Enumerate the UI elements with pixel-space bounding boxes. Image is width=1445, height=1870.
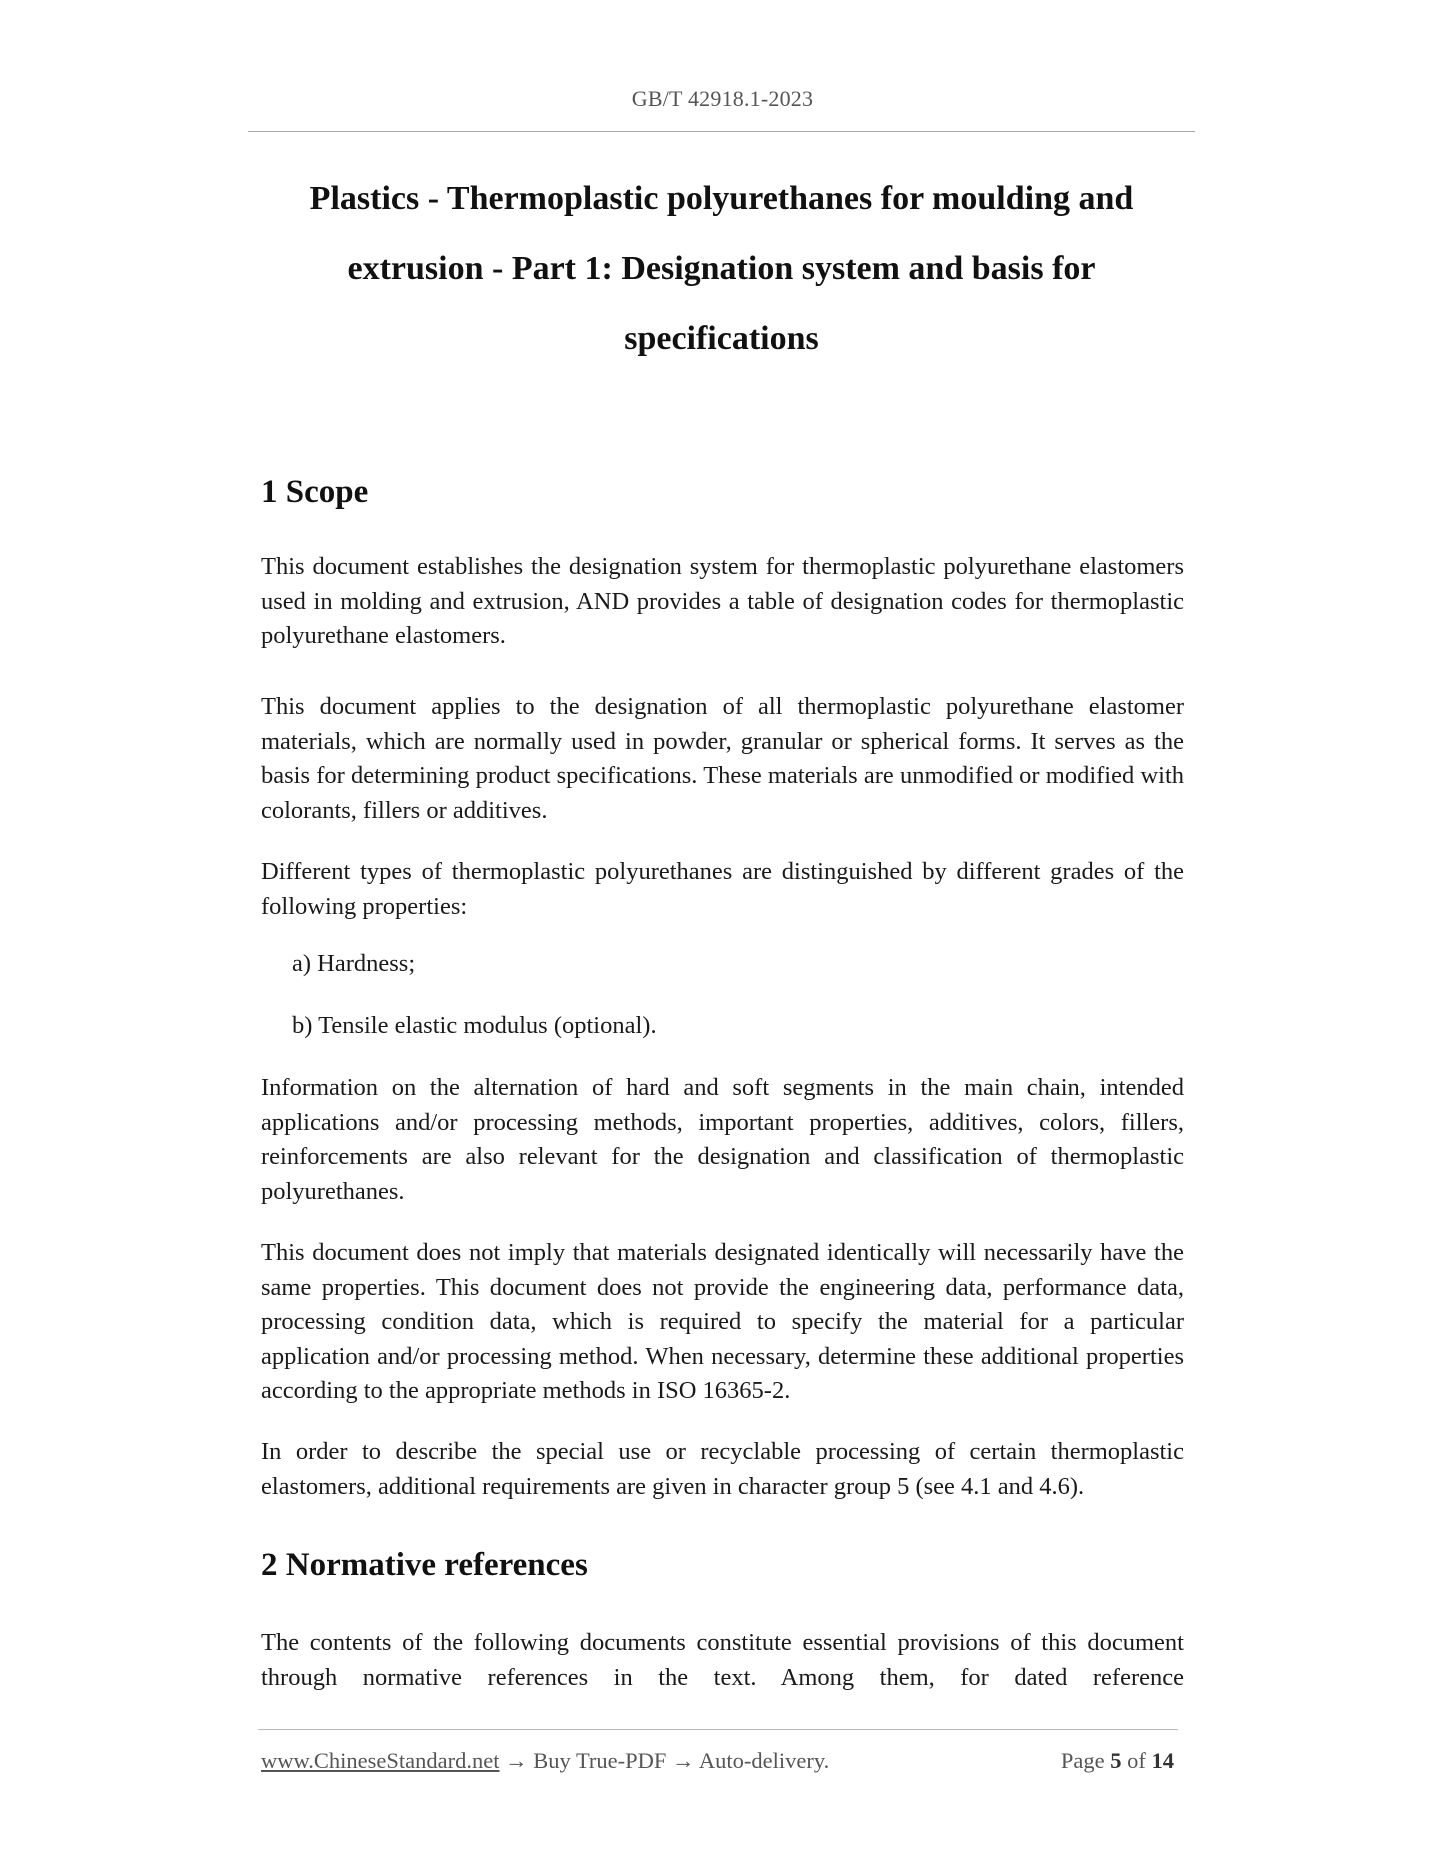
paragraph-text: Information on the alternation of hard and soft segments in the main chain, intended applications and/or processing methods, important properties, additives, colors, fillers, reinforcements are also relevant for the designation and classification of thermoplastic polyurethanes. [261,1074,1184,1205]
scope-paragraph-3 [261,855,1184,924]
normative-references-paragraph-1 [261,1626,1184,1695]
scope-paragraph-5 [261,1236,1184,1409]
page-footer [261,1746,1174,1776]
running-header-standard-number: GB/T 42918.1-2023 [631,86,814,111]
section-heading-scope: 1 Scope [261,474,369,510]
paragraph-text: This document does not imply that materials designated identically will necessarily have the same properties. This document does not provide the engineering data, performance data, processing condition data, which is required to specify the material for a particular application and/or processing method. When necessary, determine these additional properties according to the appropriate methods in ISO 16365-2. [261,1239,1184,1404]
footer-promo-text: → Buy True-PDF → Auto-delivery. [499,1748,830,1773]
scope-paragraph-4 [261,1071,1184,1209]
list-item-hardness: a) Hardness; [292,950,416,977]
scope-paragraph-2 [261,690,1184,828]
header-divider [248,131,1195,132]
section-heading-normative-references: 2 Normative references [261,1547,588,1583]
page-indicator [1061,1746,1174,1776]
paragraph-text: This document establishes the designation system for thermoplastic polyurethane elastomers used in molding and extrusion, AND provides a table of designation codes for thermoplastic polyurethane elastomers. [261,553,1184,649]
footer-divider [258,1729,1178,1730]
paragraph-text: Different types of thermoplastic polyurethanes are distinguished by different grades of the following properties: [261,858,1184,920]
page-number: 5 [1110,1748,1122,1773]
page-total: 14 [1151,1748,1174,1773]
page-label: Page [1060,1748,1105,1773]
scope-paragraph-6 [261,1435,1184,1504]
chinesestandard-link[interactable]: www.ChineseStandard.net [261,1748,500,1773]
paragraph-text: This document applies to the designation of all thermoplastic polyurethane elastomer materials, which are normally used in powder, granular or spherical forms. It serves as the basis for determining product specifications. These materials are unmodified or modified with colorants, fillers or additives. [261,693,1184,824]
scope-paragraph-1 [261,550,1184,654]
document-title: Plastics - Thermoplastic polyurethanes for moulding and extrusion - Part 1: Designation system and basis for specifications [309,180,1134,357]
paragraph-text: In order to describe the special use or recyclable processing of certain thermoplastic elastomers, additional requirements are given in character group 5 (see 4.1 and 4.6). [261,1438,1184,1500]
list-item-tensile-modulus: b) Tensile elastic modulus (optional). [292,1012,657,1039]
paragraph-text: The contents of the following documents constitute essential provisions of this document through normative references in the text. Among them, for dated reference [261,1629,1184,1691]
of-label: of [1127,1748,1146,1773]
